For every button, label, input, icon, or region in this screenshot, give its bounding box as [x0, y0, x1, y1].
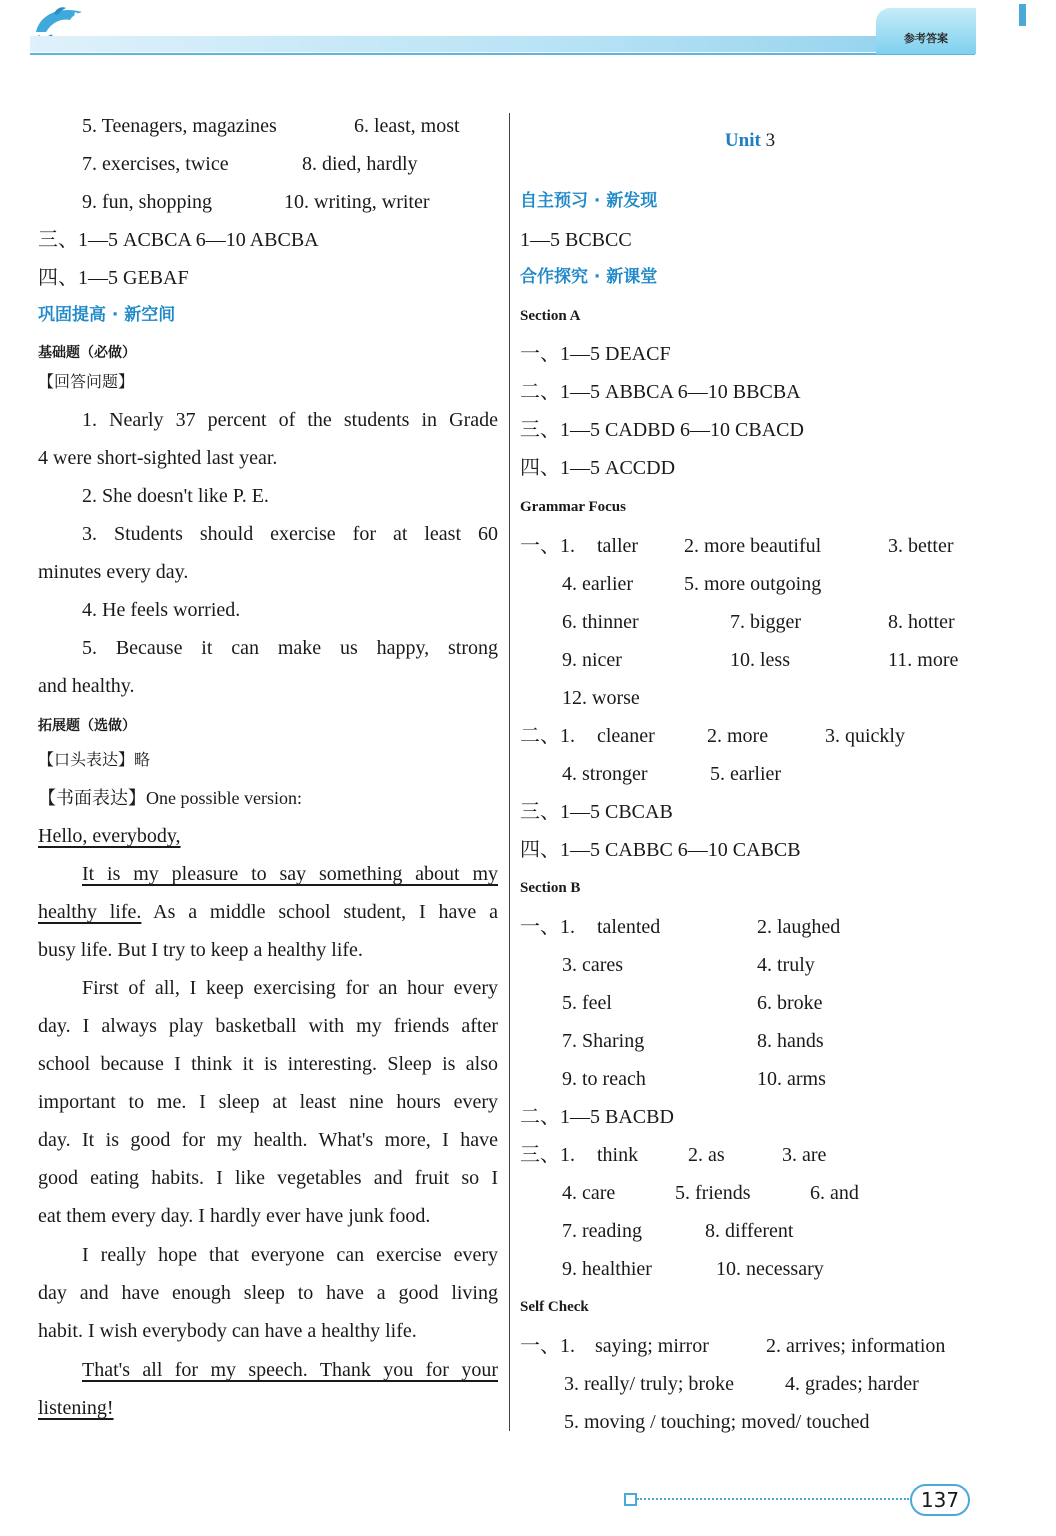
- essay-line: day. I always play basketball with my friends after: [38, 1015, 498, 1037]
- answer-item: 一、1.: [520, 916, 575, 938]
- answer-item: 10. arms: [757, 1068, 826, 1090]
- answer-text: and healthy.: [38, 675, 135, 697]
- header-corner-bar: [1019, 4, 1026, 26]
- answer-item: 8. different: [705, 1220, 794, 1242]
- answer-item: 9. healthier: [562, 1258, 652, 1280]
- answer-text: 2. She doesn't like P. E.: [82, 485, 269, 507]
- essay-underlined-text: healthy life.: [38, 901, 142, 923]
- answer-item: 11. more: [888, 649, 959, 671]
- answer-line: 9. fun, shopping: [82, 191, 212, 213]
- footer-marker-icon: [624, 1493, 637, 1506]
- answer-text: 3. Students should exercise for at least 60: [82, 523, 498, 545]
- answer-item: 2. arrives; information: [766, 1335, 946, 1357]
- answer-item: 2. laughed: [757, 916, 841, 938]
- essay-line: First of all, I keep exercising for an hour every: [82, 977, 498, 999]
- section-label: Grammar Focus: [520, 499, 626, 515]
- answer-text: 4. He feels worried.: [82, 599, 241, 621]
- answer-line: 四、1—5 CABBC 6—10 CABCB: [520, 839, 801, 861]
- answer-text: minutes every day.: [38, 561, 189, 583]
- essay-greeting: Hello, everybody,: [38, 825, 181, 847]
- answer-item: 6. thinner: [562, 611, 639, 633]
- answer-line: 四、1—5 ACCDD: [520, 457, 676, 479]
- answer-item: 10. necessary: [716, 1258, 824, 1280]
- answer-item: 2. more: [707, 725, 769, 747]
- question-type-label: 【书面表达】One possible version:: [38, 788, 302, 808]
- answer-item: 3. better: [888, 535, 954, 557]
- answer-item: 5. moving / touching; moved/ touched: [564, 1411, 870, 1433]
- section-heading: 巩固提高 · 新空间: [38, 305, 176, 325]
- answer-item: 12. worse: [562, 687, 640, 709]
- answer-item: 8. hands: [757, 1030, 824, 1052]
- question-type-label: 【回答问题】: [38, 374, 135, 391]
- essay-line: It is my pleasure to say something about my: [82, 863, 498, 885]
- essay-line: day and have enough sleep to have a good living: [38, 1282, 498, 1304]
- page-number: [910, 1484, 970, 1516]
- header-rule: [30, 53, 975, 55]
- essay-line: eat them every day. I hardly ever have junk food.: [38, 1205, 431, 1227]
- essay-line: good eating habits. I like vegetables and fruit so I: [38, 1167, 498, 1189]
- answer-item: 5. more outgoing: [684, 573, 822, 595]
- essay-line: That's all for my speech. Thank you for your: [82, 1359, 498, 1381]
- answer-item: talented: [597, 916, 661, 938]
- answer-line: 三、1—5 CADBD 6—10 CBACD: [520, 419, 804, 441]
- section-heading: 自主预习 · 新发现: [520, 191, 658, 211]
- answer-line: 四、1—5 GEBAF: [38, 267, 189, 289]
- essay-text: As a middle school student, I have a: [141, 901, 498, 923]
- column-divider: [509, 113, 510, 1431]
- answer-item: 4. truly: [757, 954, 815, 976]
- answer-item: 3. really/ truly; broke: [564, 1373, 734, 1395]
- answer-item: 6. broke: [757, 992, 823, 1014]
- answer-item: 一、1.: [520, 1335, 575, 1357]
- answer-item: 7. bigger: [730, 611, 802, 633]
- answer-line: 10. writing, writer: [284, 191, 430, 213]
- answer-item: 三、1.: [520, 1144, 575, 1166]
- footer-dotted-line: [637, 1498, 909, 1500]
- answer-text: 5. Because it can make us happy, strong: [82, 637, 498, 659]
- essay-line: day. It is good for my health. What's more, I have: [38, 1129, 498, 1151]
- essay-line: [38, 899, 498, 925]
- answer-text: 1. Nearly 37 percent of the students in Grade: [82, 409, 498, 431]
- answer-item: 6. and: [810, 1182, 859, 1204]
- answer-item: 3. quickly: [825, 725, 905, 747]
- answer-item: 5. friends: [675, 1182, 751, 1204]
- essay-line: school because I think it is interesting. Sleep is also: [38, 1053, 498, 1075]
- answer-item: 2. more beautiful: [684, 535, 822, 557]
- answer-item: 4. grades; harder: [785, 1373, 919, 1395]
- answer-item: 5. earlier: [710, 763, 782, 785]
- answer-line: 1—5 BCBCC: [520, 229, 632, 251]
- unit-number: 3: [765, 130, 776, 151]
- answer-item: 7. Sharing: [562, 1030, 645, 1052]
- essay-line: important to me. I sleep at least nine hours every: [38, 1091, 498, 1113]
- answer-item: 7. reading: [562, 1220, 642, 1242]
- answer-item: saying; mirror: [595, 1335, 709, 1357]
- answer-text: 4 were short-sighted last year.: [38, 447, 278, 469]
- answer-item: 10. less: [730, 649, 790, 671]
- unit-word: Unit: [724, 130, 761, 151]
- unit-title: [520, 130, 980, 152]
- answer-item: 4. care: [562, 1182, 616, 1204]
- answer-line: 5. Teenagers, magazines: [82, 115, 277, 137]
- page-header: [0, 0, 1056, 62]
- answer-line: 三、1—5 ACBCA 6—10 ABCBA: [38, 229, 319, 251]
- answer-item: 9. nicer: [562, 649, 622, 671]
- header-tab-label: 参考答案: [904, 32, 948, 45]
- answer-line: 二、1—5 ABBCA 6—10 BBCBA: [520, 381, 801, 403]
- answer-item: 二、1.: [520, 725, 575, 747]
- question-type-label: 【口头表达】略: [38, 752, 151, 769]
- answer-line: 二、1—5 BACBD: [520, 1106, 674, 1128]
- header-tab: [876, 8, 976, 54]
- answer-item: 5. feel: [562, 992, 612, 1014]
- answer-item: taller: [597, 535, 639, 557]
- answer-line: 6. least, most: [354, 115, 460, 137]
- section-label: Section A: [520, 308, 581, 324]
- answer-line: 三、1—5 CBCAB: [520, 801, 673, 823]
- subheading: 拓展题（选做）: [38, 718, 136, 734]
- section-label: Section B: [520, 880, 581, 896]
- subheading: 基础题（必做）: [38, 345, 136, 361]
- answer-item: 3. cares: [562, 954, 624, 976]
- answer-line: 一、1—5 DEACF: [520, 343, 671, 365]
- answer-item: 8. hotter: [888, 611, 955, 633]
- dolphin-logo-icon: [32, 2, 88, 40]
- answer-item: 2. as: [688, 1144, 725, 1166]
- answer-item: 4. earlier: [562, 573, 634, 595]
- page-number-text: 137: [920, 1488, 960, 1512]
- essay-line: listening!: [38, 1397, 114, 1419]
- section-heading: 合作探究 · 新课堂: [520, 267, 658, 287]
- essay-line: busy life. But I try to keep a healthy life.: [38, 939, 363, 961]
- answer-item: 4. stronger: [562, 763, 648, 785]
- answer-item: cleaner: [597, 725, 655, 747]
- essay-line: habit. I wish everybody can have a healthy life.: [38, 1320, 417, 1342]
- answer-item: think: [597, 1144, 639, 1166]
- answer-line: 7. exercises, twice: [82, 153, 229, 175]
- answer-item: 3. are: [782, 1144, 827, 1166]
- answer-item: 9. to reach: [562, 1068, 646, 1090]
- header-band: [30, 36, 975, 52]
- section-label: Self Check: [520, 1299, 589, 1315]
- essay-line: I really hope that everyone can exercise every: [82, 1244, 498, 1266]
- answer-line: 8. died, hardly: [302, 153, 418, 175]
- answer-item: 一、1.: [520, 535, 575, 557]
